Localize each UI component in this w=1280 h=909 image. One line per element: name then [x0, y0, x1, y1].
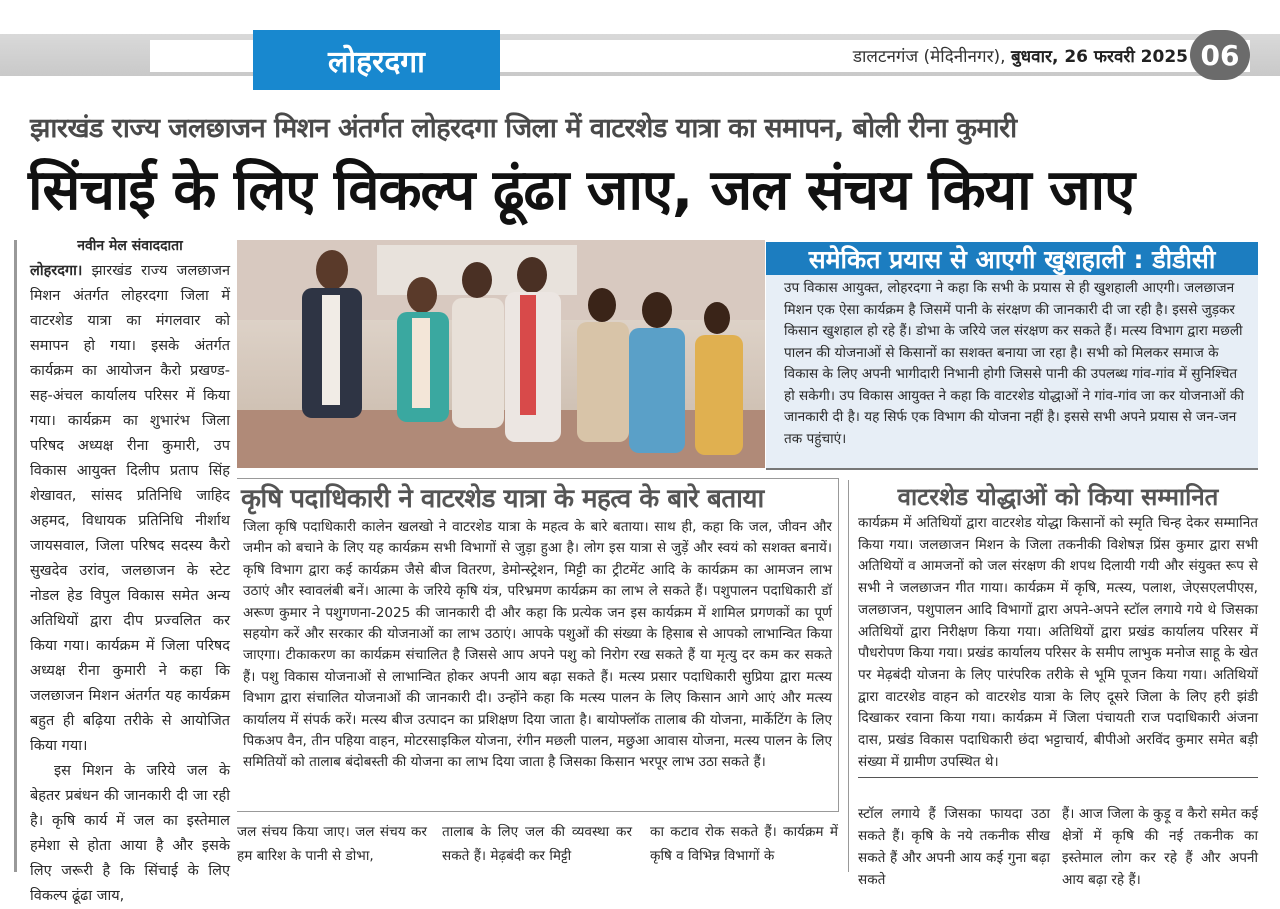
- column-rule: [848, 480, 849, 872]
- honour-article: [858, 480, 1258, 778]
- event-photo: [237, 240, 765, 468]
- continuation-col-1: जल संचय किया जाए। जल संचय कर हम बारिश के पानी से डोभा,: [237, 824, 427, 864]
- continuation-col-3: का कटाव रोक सकते हैं। कार्यक्रम में कृषि व विभिन्न विभागों के: [650, 824, 838, 864]
- section-name: लोहरदगा: [253, 30, 500, 90]
- continuation-col-4: स्टॉल लगाये हैं जिसका फायदा उठा सकते हैं। कृषि के नये तकनीक सीख सकते हैं और अपनी आय कई गुना बढ़ा सकते: [858, 806, 1050, 888]
- honour-body: कार्यक्रम में अतिथियों द्वारा वाटरशेड योद्धा किसानों को स्मृति चिन्ह देकर सम्मानित किया गया। जलछाजन मिशन के जिला तकनीकी विशेषज्ञ प्रिंस कुमार द्वारा सभी अतिथियों व आमजनों को जल संरक्षण की शपथ दिलायी गयी और संयुक्त रूप से सभी ने जलछाजन गीत गाया। कार्यक्रम में कृषि, मत्स्य, पलाश, जेएसएलपीएस, जलछाजन, पशुपालन आदि विभागों द्वारा अपने-अपने स्टॉल लगाये गये थे जिसका अतिथियों द्वारा निरीक्षण किया गया। अतिथियों द्वारा प्रखंड कार्यालय परिसर में पौधरोपण किया गया। प्रखंड कार्यालय परिसर के समीप लाभुक मनोज साहू के खेत पर मेढ़बंदी योजना के लिए पारंपरिक तरीके से भूमि पूजन किया गया। अतिथियों द्वारा वाटरशेड वाहन को वाटरशेड यात्रा के लिए दूसरे जिला के लिए हरी झंडी दिखाकर रवाना किया गया। कार्यक्रम में जिला पंचायती राज पदाधिकारी अंजना दास, प्रखंड विकास पदाधिकारी छंदा भट्टाचार्य, बीपीओ अरविंद कुमार समेत बड़ी संख्या में ग्रामीण उपस्थित थे।: [858, 513, 1258, 778]
- sidebar-box: [766, 242, 1258, 470]
- paragraph: इस मिशन के जरिये जल के बेहतर प्रबंधन की जानकारी दी जा रही है। कृषि कार्य में जल का इस्तेमाल हमेशा से होता आया है और इसके लिए जरूरी है कि सिंचाई के लिए विकल्प ढूंढा जाय,: [30, 763, 230, 904]
- paragraph: [30, 259, 230, 759]
- sidebar-title: समेकित प्रयास से आएगी खुशहाली : डीडीसी: [766, 242, 1258, 275]
- photo-illustration: [237, 240, 765, 468]
- agri-title: कृषि पदाधिकारी ने वाटरशेड यात्रा के महत्व के बारे बताया: [241, 484, 764, 514]
- main-story-column: [30, 234, 230, 909]
- page-number: 06: [1190, 30, 1250, 80]
- kicker: झारखंड राज्य जलछाजन मिशन अंतर्गत लोहरदगा जिला में वाटरशेड यात्रा का समापन, बोली रीना कुमारी: [30, 113, 1017, 144]
- paragraph-text: झारखंड राज्य जलछाजन मिशन अंतर्गत लोहरदगा जिला में वाटरशेड यात्रा का मंगलवार को समापन हो गया। इसके अंतर्गत कार्यक्रम का आयोजन कैरो प्रखण्ड-सह-अंचल कार्यालय परिसर में किया गया। कार्यक्रम का शुभारंभ जिला परिषद अध्यक्ष रीना कुमारी, उप विकास आयुक्त दिलीप प्रताप सिंह शेखावत, सांसद प्रतिनिधि जाहिद अहमद, विधायक प्रतिनिधि नीर्शाथ जायसवाल, जिला परिषद सदस्य कैरो सुखदेव उरांव, जलछाजन के स्टेट नोडल हेड विपुल विकास समेत अन्य अतिथियों द्वारा दीप प्रज्वलित कर किया गया। कार्यक्रम में जिला परिषद अध्यक्ष रीना कुमारी ने कहा कि जलछाजन मिशन अंतर्गत यह कार्यक्रम बहुत ही बढ़िया तरीके से आयोजित किया गया।: [30, 263, 230, 754]
- date: बुधवार, 26 फरवरी 2025: [1010, 47, 1188, 67]
- dateline: [700, 44, 1188, 67]
- agri-article: [237, 478, 839, 812]
- edition: डालटनगंज (मेदिनीनगर),: [852, 47, 1006, 67]
- honour-title: वाटरशेड योद्धाओं को किया सम्मानित: [897, 483, 1219, 511]
- dateline-place: लोहरदगा।: [30, 263, 83, 279]
- agri-body: जिला कृषि पदाधिकारी कालेन खलखो ने वाटरशेड यात्रा के महत्व के बारे बताया। साथ ही, कहा कि जल, जीवन और जमीन को बचाने के लिए यह कार्यक्रम सभी विभागों से जुड़ा हुआ है। लोग इस यात्रा से जुड़ें और स्वयं को सशक्त बनायें। कृषि विभाग द्वारा कई कार्यक्रम जैसे बीज वितरण, डेमोन्स्ट्रेशन, मिट्टी का ट्रीटमेंट आदि के कार्यक्रम का आमजन लाभ उठाएं और स्वावलंबी बनें। आत्मा के जरिये कृषि यंत्र, परिभ्रमण कार्यक्रम का लाभ ले सकते हैं। पशुपालन पदाधिकारी डॉ अरूण कुमार ने पशुगणना-2025 की जानकारी दी और कहा कि प्रत्येक जन इस कार्यक्रम में शामिल प्रगणकों का पूर्ण सहयोग करें और सरकार की योजनाओं का लाभ उठाएं। आपके पशुओं की संख्या के हिसाब से आपको लाभान्वित किया जाएगा। टीकाकरण का कार्यक्रम संचालित है जिससे आप अपने पशु को निरोग रख सकते हैं या मृत्यु दर कम कर सकते हैं। पशु विकास योजनाओं से लाभान्वित होकर अपनी आय बढ़ा सकते हैं। मत्स्य प्रसार पदाधिकारी सुप्रिया द्वारा मत्स्य विभाग द्वारा संचालित योजनाओं की जानकारी दी। उन्होंने कहा कि मत्स्य पालन के लिए किसान आगे आएं और मत्स्य कार्यालय में संपर्क करें। मत्स्य बीज उत्पादन का प्रशिक्षण दिया जाता है। बायोफ्लॉक तालाब की योजना, मार्केटिंग के लिए पिकअप वैन, तीन पहिया वाहन, मोटरसाइकिल योजना, रंगीन मछली पालन, मछुआ आवास योजना, मत्स्य पालन के लिए समितियों को तालाब बंदोबस्ती की योजना का लाभ दिया जाता है जिसका किसान भरपूर लाभ उठा सकते हैं।: [243, 519, 832, 771]
- continuation-col-2: तालाब के लिए जल की व्यवस्था कर सकते हैं। मेढ़बंदी कर मिट्टी: [442, 824, 632, 864]
- headline: सिंचाई के लिए विकल्प ढूंढा जाए, जल संचय किया जाए: [28, 158, 1135, 223]
- column-rule: [14, 240, 17, 872]
- sidebar-body: उप विकास आयुक्त, लोहरदगा ने कहा कि सभी के प्रयास से ही खुशहाली आएगी। जलछाजन मिशन एक ऐसा कार्यक्रम है जिसमें पानी के संरक्षण की जानकारी दी जा रही है। इससे जुड़कर किसान खुशहाल हो रहे हैं। डोभा के जरिये जल संरक्षण कर सकते हैं। मत्स्य विभाग द्वारा मछली पालन की योजनाओं से किसानों का सशक्त बनाया जा रहा है। सभी को मिलकर समाज के विकास के लिए अपनी भागीदारी निभानी होगी जिससे पानी की उपलब्ध गांव-गांव में सुनिश्चित हो सकेगी। उप विकास आयुक्त ने कहा कि वाटरशेड योद्धाओं ने गांव-गांव जा कर योजनाओं की जानकारी दी है। यह सिर्फ एक विभाग की योजना नहीं है। इससे सभी अपने प्रयास से जन-जन तक पहुंचाएं।: [784, 280, 1245, 447]
- byline: नवीन मेल संवाददाता: [77, 238, 183, 254]
- continuation-col-5: हैं। आज जिला के कुड़ू व कैरो समेत कई क्षेत्रों में कृषि की नई तकनीक का इस्तेमाल लोग कर रहे हैं और अपनी आय बढ़ा रहे हैं।: [1062, 806, 1258, 888]
